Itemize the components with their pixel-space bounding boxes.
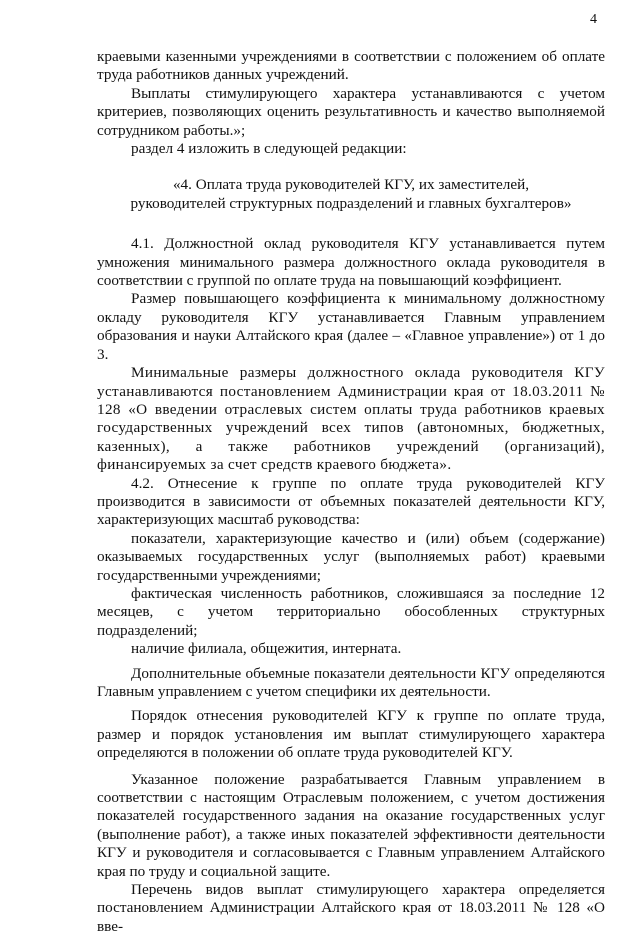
section-4-heading: «4. Оплата труда руководителей КГУ, их заместителей, руководителей структурных подразделений и главных бухгалтеров» [130, 176, 572, 212]
paragraph-payment-types: Перечень видов выплат стимулирующего характера определяется постановлением Администрации Алтайского края от 18.03.2011 № 128 «О вве- [97, 881, 605, 935]
paragraph-4-2: 4.2. Отнесение к группе по оплате труда руководителей КГУ производится в зависимости от объемных показателей деятельности КГУ, характеризующих масштаб руководства: [97, 474, 605, 529]
paragraph-indicator-quality: показатели, характеризующие качество и (или) объем (содержание) оказываемых государственных услуг (выполняемых работ) краевыми государственными учреждениями; [97, 529, 605, 584]
paragraph-coefficient: Размер повышающего коэффициента к минимальному должностному окладу руководителя КГУ устанавливается Главным управлением образования и науки Алтайского края (далее – «Главное управление») от 1 до 3. [97, 290, 605, 363]
paragraph-continuation: краевыми казенными учреждениями в соответствии с положением об оплате труда работников данных учреждений. [97, 48, 605, 84]
paragraph-procedure: Порядок отнесения руководителей КГУ к группе по оплате труда, размер и порядок установления им выплат стимулирующего характера определяются в положении об оплате труда руководителей КГУ. [97, 707, 605, 762]
page-number: 4 [590, 12, 597, 27]
paragraph-indicator-branch: наличие филиала, общежития, интерната. [131, 640, 402, 658]
paragraph-regulation: Указанное положение разрабатывается Главным управлением в соответствии с настоящим Отраслевым положением, с учетом достижения показателей государственного задания на оказание государственных услуг (выполнение работ), а также иных показателей эффективности деятельности КГУ и руководителя и согласовывается с Главным управлением Алтайского края по труду и социальной защите. [97, 770, 605, 880]
paragraph-4-1: 4.1. Должностной оклад руководителя КГУ устанавливается путем умножения минимального размера должностного оклада руководителя в соответствии с группой по оплате труда на повышающий коэффициент. [97, 235, 605, 290]
paragraph-indicator-staff: фактическая численность работников, сложившаяся за последние 12 месяцев, с учетом территориально обособленных структурных подразделений; [97, 584, 605, 639]
paragraph-section-4-intro: раздел 4 изложить в следующей редакции: [131, 140, 407, 158]
paragraph-minimum-salaries: Минимальные размеры должностного оклада руководителя КГУ устанавливаются постановлением Администрации края от 18.03.2011 № 128 «О введении отраслевых систем оплаты труда работников краевых государственных учреждений всех типов (автономных, бюджетных, казенных), а также работников учреждений (организаций), финансируемых за счет средств краевого бюджета». [97, 364, 605, 474]
paragraph-additional-indicators: Дополнительные объемные показатели деятельности КГУ определяются Главным управлением с учетом специфики их деятельности. [97, 664, 605, 700]
document-body [97, 48, 605, 936]
paragraph-stimulus-payments: Выплаты стимулирующего характера устанавливаются с учетом критериев, позволяющих оценить результативность и качество выполняемой сотрудником работы.»; [97, 84, 605, 139]
